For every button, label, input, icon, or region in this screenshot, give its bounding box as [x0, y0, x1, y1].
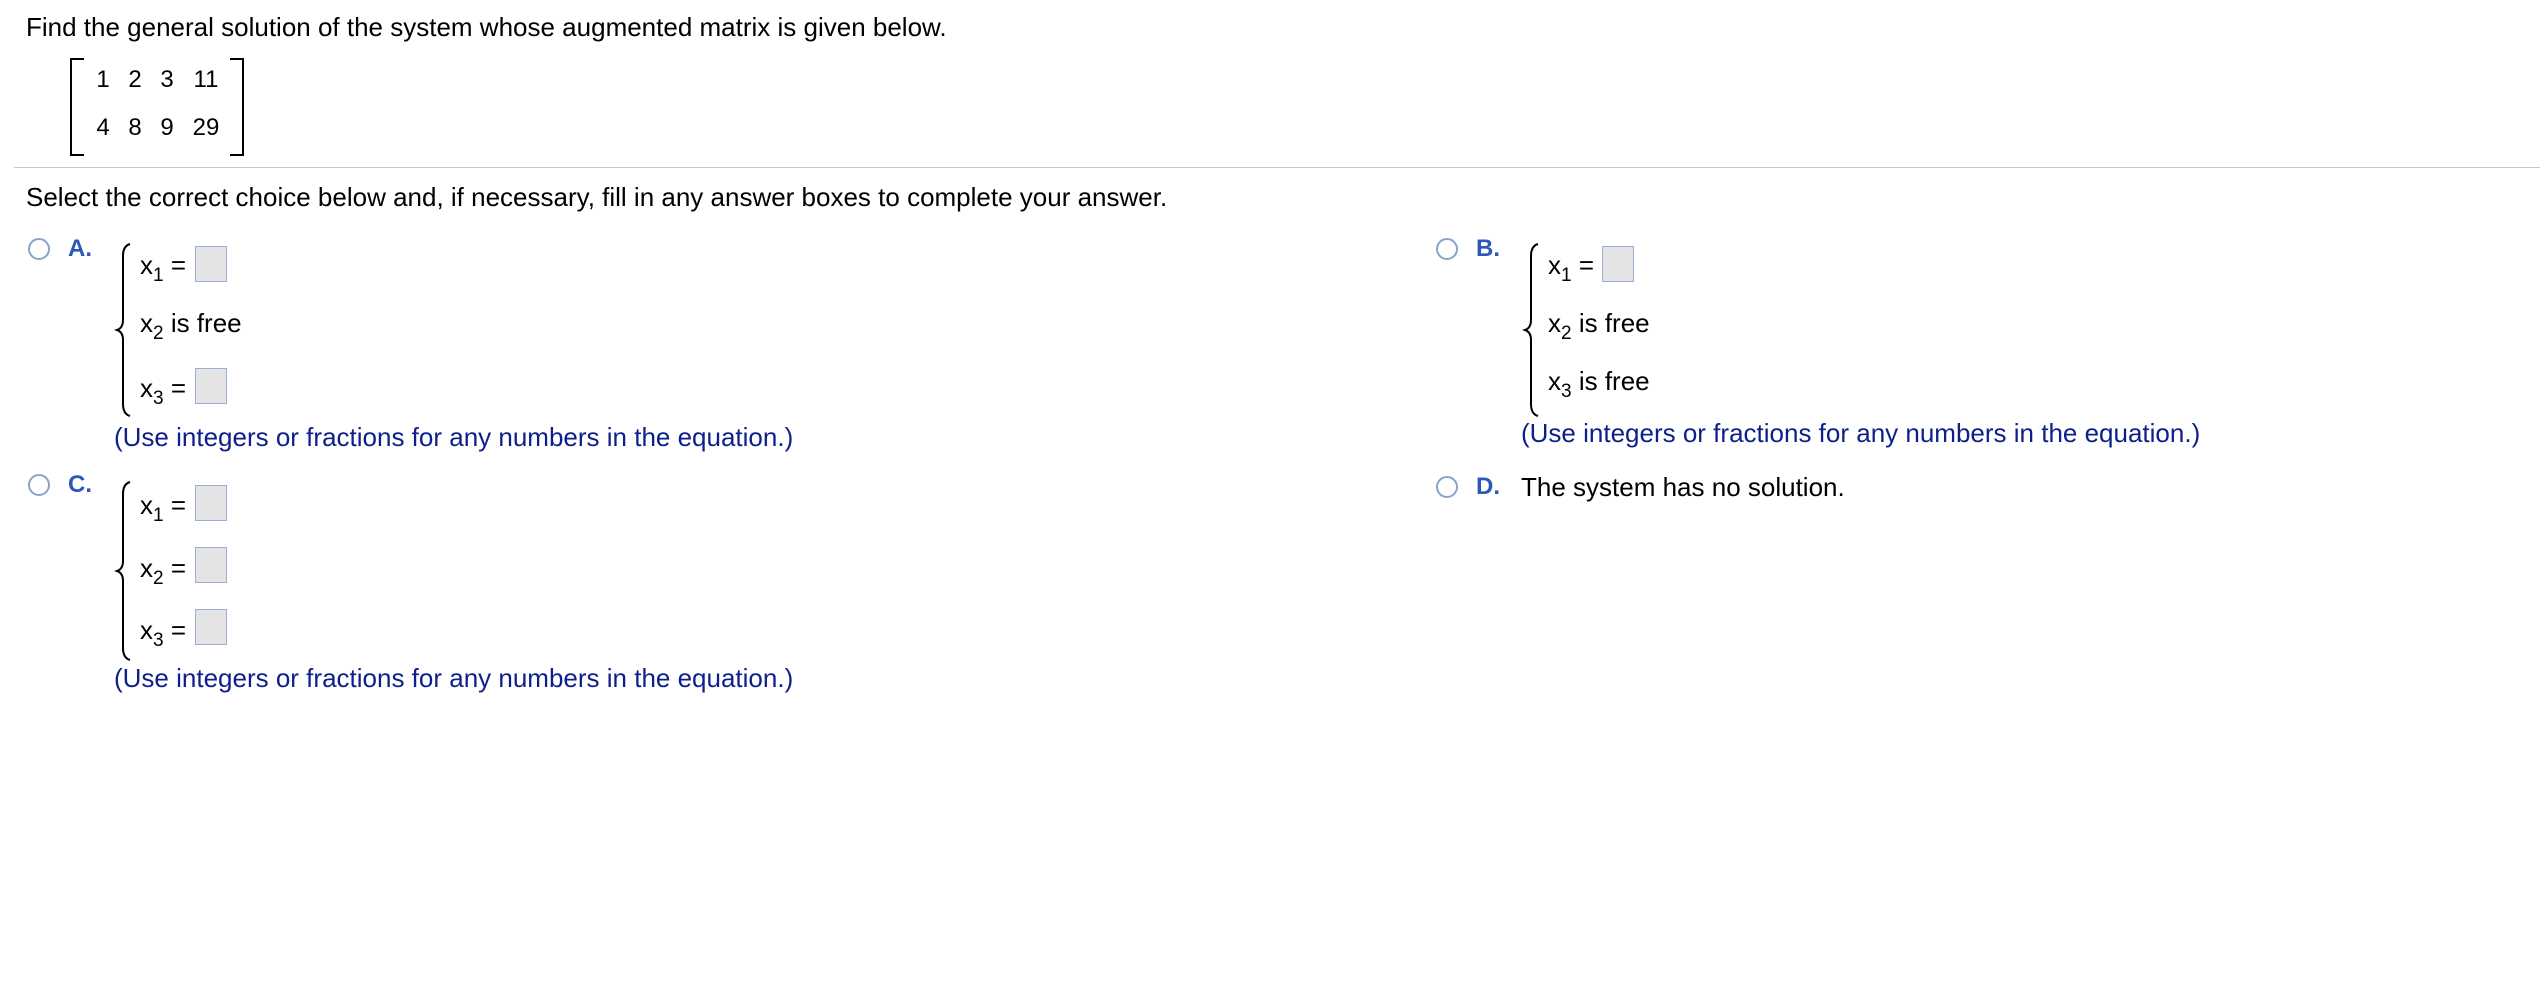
section-divider — [14, 167, 2540, 168]
choice-b-hint: (Use integers or fractions for any numbers in the equation.) — [1521, 418, 2201, 448]
matrix-left-bracket — [70, 58, 84, 156]
matrix-cell: 11 — [193, 66, 219, 93]
choice-a-x1-answer-box[interactable] — [195, 246, 227, 282]
choice-a-letter: A. — [68, 235, 92, 262]
choice-c-x1-answer-box[interactable] — [195, 485, 227, 521]
choice-a-x1-label: $x_1$ = — [140, 250, 186, 286]
choice-b-x3-label: $x_3$ is free — [1548, 366, 1650, 402]
matrix-cell: 3 — [160, 66, 174, 93]
choice-a-x3-label: $x_3$ = — [140, 373, 186, 409]
choice-c-hint: (Use integers or fractions for any numbers in the equation.) — [114, 663, 794, 693]
radio-button-icon[interactable] — [1436, 476, 1458, 498]
choice-c-x3-label: $x_3$ = — [140, 615, 186, 651]
augmented-matrix — [70, 58, 244, 154]
choice-d-letter: D. — [1476, 473, 1500, 500]
choice-c-x2-answer-box[interactable] — [195, 547, 227, 583]
choice-c-x1-label: $x_1$ = — [140, 490, 186, 526]
matrix-cell: 4 — [96, 114, 110, 141]
matrix-cell: 9 — [160, 114, 174, 141]
choice-b-letter: B. — [1476, 235, 1500, 262]
choice-a-hint: (Use integers or fractions for any numbers in the equation.) — [114, 422, 794, 452]
matrix-cell: 8 — [128, 114, 142, 141]
question-text: Find the general solution of the system whose augmented matrix is given below. — [26, 12, 947, 42]
choice-c-letter: C. — [68, 471, 92, 498]
matrix-right-bracket — [230, 58, 244, 156]
curly-brace-icon — [114, 242, 136, 418]
matrix-cell: 29 — [192, 114, 220, 141]
instruction-text: Select the correct choice below and, if necessary, fill in any answer boxes to complete your answer. — [26, 182, 1168, 212]
matrix-cell: 2 — [128, 66, 142, 93]
curly-brace-icon — [1522, 242, 1544, 418]
choice-d-text: The system has no solution. — [1521, 472, 1845, 502]
choice-c-x2-label: $x_2$ = — [140, 553, 186, 589]
matrix-cell: 1 — [96, 66, 110, 93]
choice-b-x1-answer-box[interactable] — [1602, 246, 1634, 282]
radio-button-icon[interactable] — [1436, 238, 1458, 260]
choice-b-x1-label: $x_1$ = — [1548, 250, 1594, 286]
choice-a-x2-label: $x_2$ is free — [140, 308, 242, 344]
radio-button-icon[interactable] — [28, 238, 50, 260]
choice-b-x2-label: $x_2$ is free — [1548, 308, 1650, 344]
radio-button-icon[interactable] — [28, 474, 50, 496]
choice-c-x3-answer-box[interactable] — [195, 609, 227, 645]
choice-a-x3-answer-box[interactable] — [195, 368, 227, 404]
curly-brace-icon — [114, 480, 136, 662]
